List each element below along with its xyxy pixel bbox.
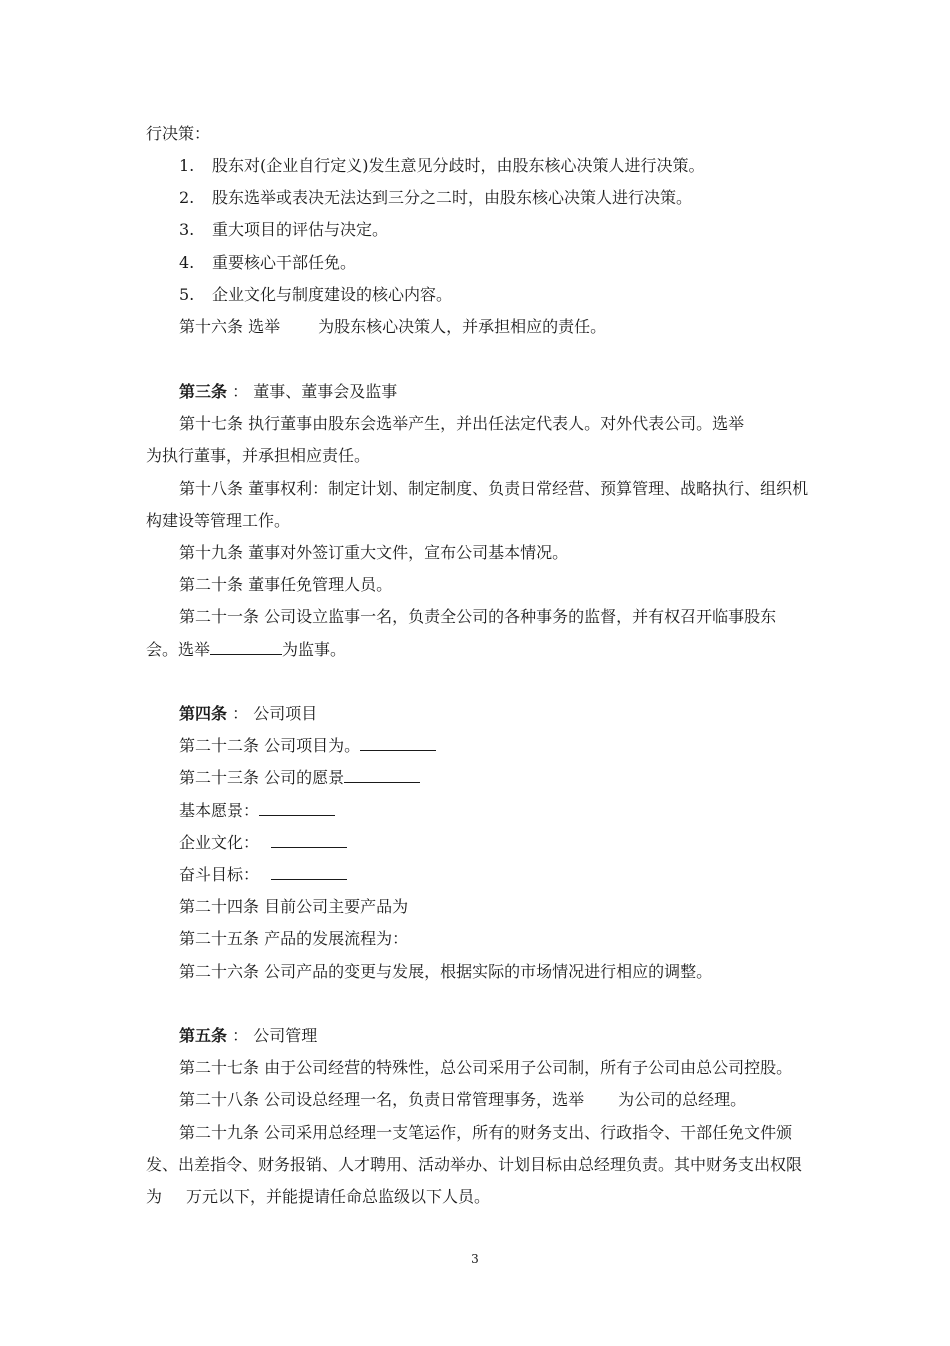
- article-text: 第十六条 选举: [179, 317, 281, 336]
- list-text: 股东对(企业自行定义)发生意见分歧时，由股东核心决策人进行决策。: [212, 156, 705, 175]
- article-21-line1: 第二十一条 公司设立监事一名，负责全公司的各种事务的监督，并有权召开临事股东: [179, 607, 777, 626]
- list-number: 5.: [179, 285, 195, 304]
- article-18-line2: 构建设等管理工作。: [146, 511, 291, 530]
- field-label: 奋斗目标：: [179, 865, 260, 884]
- article-text: 为: [146, 1187, 163, 1206]
- article-20: 第二十条 董事任免管理人员。: [179, 575, 393, 594]
- article-text: 第二十二条 公司项目为。: [179, 736, 361, 755]
- article-18-line1: 第十八条 董事权利：制定计划、制定制度、负责日常经营、预算管理、战略执行、组织机: [179, 479, 809, 498]
- section-heading: [179, 704, 317, 724]
- section-title: ： 董事、董事会及监事: [232, 382, 398, 401]
- article-24: 第二十四条 目前公司主要产品为: [179, 897, 409, 916]
- list-text: 企业文化与制度建设的核心内容。: [212, 285, 453, 304]
- section-heading: [179, 1026, 317, 1046]
- list-text: 股东选举或表决无法达到三分之二时，由股东核心决策人进行决策。: [212, 188, 693, 207]
- article-text: 第二十八条 公司设总经理一名，负责日常管理事务，选举: [179, 1090, 585, 1109]
- fill-blank: [259, 801, 335, 816]
- article-29-line2: 发、出差指令、财务报销、人才聘用、活动举办、计划目标由总经理负责。其中财务支出权限: [146, 1155, 803, 1174]
- section-label: 第四条: [179, 704, 228, 723]
- list-number: 4.: [179, 253, 195, 272]
- culture-field: [179, 833, 347, 853]
- article-26: 第二十六条 公司产品的变更与发展，根据实际的市场情况进行相应的调整。: [179, 962, 713, 981]
- section-label: 第五条: [179, 1026, 228, 1045]
- article-text: 为监事。: [282, 640, 347, 659]
- article-16: [179, 317, 606, 337]
- continuation-line: 行决策：: [146, 124, 211, 143]
- fill-blank: [360, 736, 436, 751]
- article-25: 第二十五条 产品的发展流程为：: [179, 929, 409, 948]
- article-28: [179, 1090, 746, 1110]
- article-19: 第十九条 董事对外签订重大文件，宣布公司基本情况。: [179, 543, 569, 562]
- article-22: [179, 736, 436, 756]
- section-label: 第三条: [179, 382, 228, 401]
- section-title: ： 公司项目: [232, 704, 318, 723]
- goal-field: [179, 865, 347, 885]
- field-label: 基本愿景：: [179, 801, 260, 820]
- fill-blank: [271, 833, 347, 848]
- fill-blank: [210, 640, 282, 655]
- article-23: [179, 768, 420, 788]
- fill-blank: [344, 768, 420, 783]
- fill-blank: [271, 865, 347, 880]
- article-text: 为股东核心决策人，并承担相应的责任。: [318, 317, 607, 336]
- list-number: 3.: [179, 220, 195, 239]
- section-heading: [179, 382, 397, 402]
- article-29-line1: 第二十九条 公司采用总经理一支笔运作，所有的财务支出、行政指令、干部任免文件颁: [179, 1123, 793, 1142]
- article-17-line2: 为执行董事，并承担相应责任。: [146, 446, 371, 465]
- article-29-line3: [146, 1187, 490, 1207]
- list-text: 重要核心干部任免。: [212, 253, 357, 272]
- article-text: 第二十三条 公司的愿景: [179, 768, 345, 787]
- list-number: 2.: [179, 188, 195, 207]
- article-27: 第二十七条 由于公司经营的特殊性，总公司采用子公司制，所有子公司由总公司控股。: [179, 1058, 793, 1077]
- article-text: 万元以下，并能提请任命总监级以下人员。: [186, 1187, 491, 1206]
- vision-field: [179, 801, 335, 821]
- list-number: 1.: [179, 156, 195, 175]
- article-21-line2: [146, 640, 346, 660]
- page-number: 3: [471, 1252, 479, 1266]
- article-text: 为公司的总经理。: [618, 1090, 747, 1109]
- section-title: ： 公司管理: [232, 1026, 318, 1045]
- list-text: 重大项目的评估与决定。: [212, 220, 389, 239]
- article-text: 会。选举: [146, 640, 211, 659]
- article-17-line1: 第十七条 执行董事由股东会选举产生，并出任法定代表人。对外代表公司。选举: [179, 414, 745, 433]
- field-label: 企业文化：: [179, 833, 260, 852]
